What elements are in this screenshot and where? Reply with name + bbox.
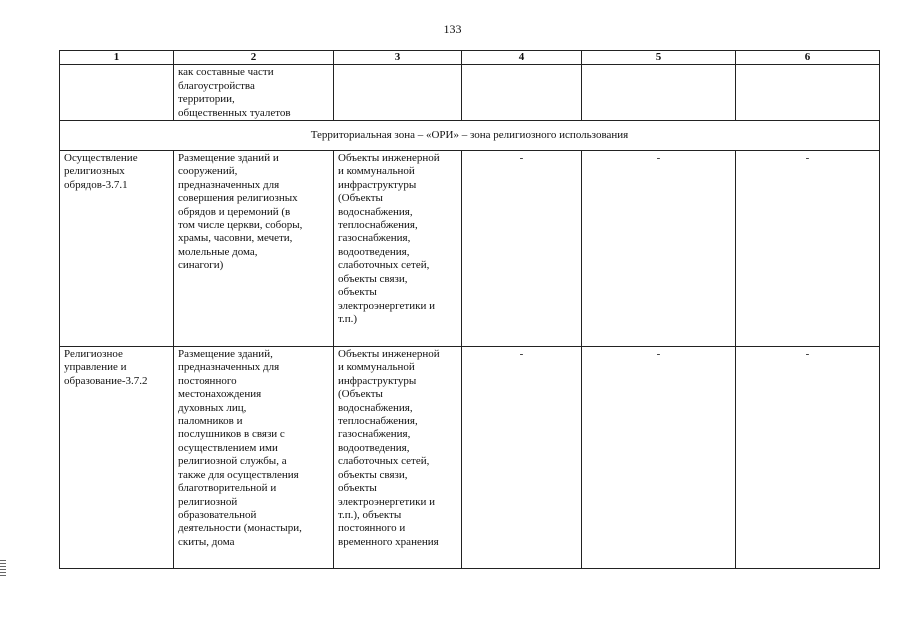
text-line: деятельности (монастыри,	[178, 522, 302, 535]
continuation-col2	[174, 65, 334, 121]
header-row	[60, 51, 880, 65]
text-line: обрядов и церемоний (в	[178, 205, 291, 218]
text-line: молельные дома,	[178, 245, 258, 258]
text-line: электроэнергетики и	[338, 299, 435, 312]
continuation-col5	[582, 65, 736, 121]
text-line: теплоснабжения,	[338, 415, 418, 428]
text-line: водоотведения,	[338, 245, 410, 258]
zone-row	[60, 121, 880, 151]
text-line: совершения религиозных	[178, 192, 298, 205]
text-line: т.п.)	[338, 312, 358, 325]
use-type-cell	[60, 151, 174, 347]
continuation-row	[60, 65, 880, 121]
text-line: и коммунальной	[338, 361, 415, 374]
text-line: Объекты инженерной	[338, 348, 440, 361]
text-line: инфраструктуры	[338, 178, 417, 191]
text-line: управление и	[64, 361, 127, 374]
dash-cell: -	[736, 347, 880, 569]
column-header-2: 2	[174, 51, 334, 65]
text-line: объекты связи,	[338, 272, 408, 285]
continuation-col3	[334, 65, 462, 121]
table-row	[60, 151, 880, 347]
text-line: религиозной	[178, 495, 238, 508]
text-line: постоянного и	[338, 522, 406, 535]
text-line: и коммунальной	[338, 165, 415, 178]
use-type-cell	[60, 347, 174, 569]
text-line: паломников и	[178, 415, 243, 428]
table-row	[60, 347, 880, 569]
text-line: т.п.), объекты	[338, 508, 402, 521]
text-line: электроэнергетики и	[338, 495, 435, 508]
text-line: объекты связи,	[338, 468, 408, 481]
text-line: территории,	[178, 93, 235, 106]
text-line: также для осуществления	[178, 468, 299, 481]
text-line: (Объекты	[338, 388, 383, 401]
column-header-1: 1	[60, 51, 174, 65]
text-line: постоянного	[178, 374, 237, 387]
text-line: как составные части	[178, 66, 274, 79]
text-line: благоустройства	[178, 79, 255, 92]
column-header-6: 6	[736, 51, 880, 65]
text-line: синагоги)	[178, 259, 224, 272]
text-line: осуществлением ими	[178, 441, 278, 454]
text-line: газоснабжения,	[338, 428, 411, 441]
column-header-5: 5	[582, 51, 736, 65]
text-line: Размещение зданий и	[178, 152, 279, 165]
continuation-col4	[462, 65, 582, 121]
text-line: предназначенных для	[178, 178, 280, 191]
text-line: объекты	[338, 482, 377, 495]
text-line: временного хранения	[338, 535, 439, 548]
dash-cell: -	[582, 151, 736, 347]
zone-title: Территориальная зона – «ОРИ» – зона религиозного использования	[60, 121, 880, 151]
dash-cell: -	[736, 151, 880, 347]
text-line: предназначенных для	[178, 361, 280, 374]
column-header-3: 3	[334, 51, 462, 65]
text-line: Осуществление	[64, 152, 138, 165]
dash-cell: -	[582, 347, 736, 569]
text-line: водоснабжения,	[338, 205, 413, 218]
text-line: (Объекты	[338, 192, 383, 205]
text-line: водоснабжения,	[338, 401, 413, 414]
text-line: инфраструктуры	[338, 374, 417, 387]
text-line: религиозных	[64, 165, 125, 178]
continuation-col6	[736, 65, 880, 121]
column-header-4: 4	[462, 51, 582, 65]
text-line: образование-3.7.2	[64, 374, 148, 387]
text-line: теплоснабжения,	[338, 219, 418, 232]
continuation-col1	[60, 65, 174, 121]
text-line: водоотведения,	[338, 441, 410, 454]
page-number: 133	[443, 22, 462, 36]
text-line: образовательной	[178, 508, 257, 521]
text-line: благотворительной и	[178, 482, 277, 495]
text-line: объекты	[338, 286, 377, 299]
text-line: религиозной службы, а	[178, 455, 287, 468]
text-line: храмы, часовни, мечети,	[178, 232, 293, 245]
text-line: слаботочных сетей,	[338, 455, 430, 468]
text-line: слаботочных сетей,	[338, 259, 430, 272]
text-line: скиты, дома	[178, 535, 235, 548]
description-cell	[174, 151, 334, 347]
text-line: общественных туалетов	[178, 106, 291, 119]
text-line: обрядов-3.7.1	[64, 178, 128, 191]
text-line: газоснабжения,	[338, 232, 411, 245]
text-line: местонахождения	[178, 388, 262, 401]
text-line: том числе церкви, соборы,	[178, 219, 303, 232]
dash-cell: -	[462, 347, 582, 569]
auxiliary-use-cell	[334, 347, 462, 569]
text-line: Размещение зданий,	[178, 348, 273, 361]
dash-cell: -	[462, 151, 582, 347]
scan-margin-mark	[0, 560, 6, 578]
text-line: Объекты инженерной	[338, 152, 440, 165]
text-line: сооружений,	[178, 165, 238, 178]
regulations-table	[59, 50, 880, 569]
auxiliary-use-cell	[334, 151, 462, 347]
text-line: духовных лиц,	[178, 401, 247, 414]
description-cell	[174, 347, 334, 569]
text-line: послушников в связи с	[178, 428, 285, 441]
text-line: Религиозное	[64, 348, 123, 361]
